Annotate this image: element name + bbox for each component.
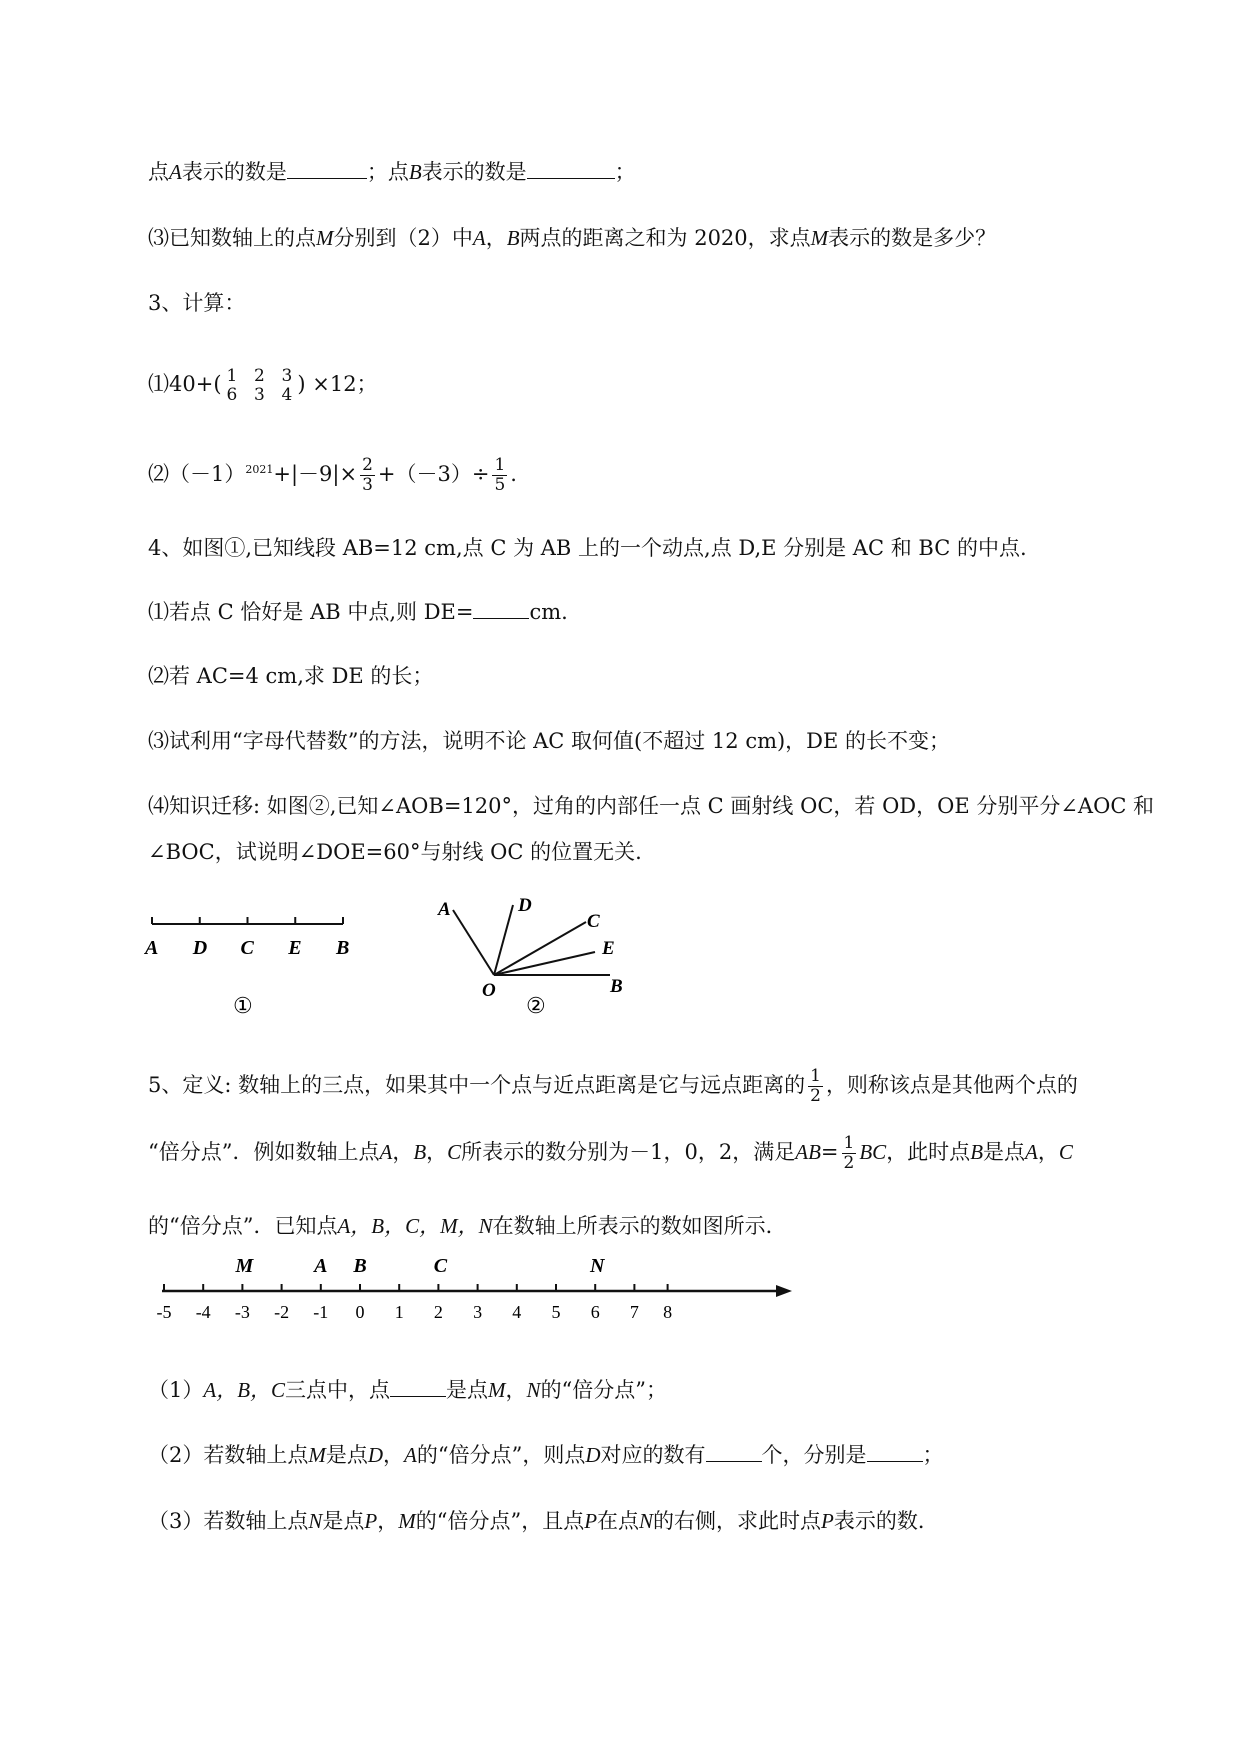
denominator: 5 <box>494 475 506 495</box>
text: 表示的数是多少？ <box>828 226 997 250</box>
text: ， <box>377 1509 399 1533</box>
denominator: 2 <box>843 1153 855 1173</box>
question-3-title: 3、计算： <box>148 291 246 315</box>
ray-oc <box>494 922 586 975</box>
numerator: 1 <box>810 1066 821 1086</box>
var-c: C <box>447 1140 462 1164</box>
number-line <box>140 1250 820 1332</box>
denominator: 4 <box>281 384 293 405</box>
text: . <box>510 462 517 486</box>
tick-label--3: -3 <box>234 1302 250 1322</box>
figure-2-caption: ② <box>526 993 546 1018</box>
var-bc: BC <box>859 1140 887 1164</box>
label-d: D <box>192 937 208 959</box>
question-3-part-2 <box>148 448 517 496</box>
var-b: B <box>970 1140 984 1164</box>
text: （1） <box>148 1378 204 1402</box>
text: ， <box>383 1443 405 1467</box>
tick-label-1: 1 <box>394 1302 404 1322</box>
answer-blank-de[interactable] <box>473 600 529 619</box>
fraction <box>280 367 295 405</box>
text: 三点中，点 <box>285 1378 391 1402</box>
tick-label--2: -2 <box>274 1302 290 1322</box>
var-a: A <box>472 226 486 250</box>
text: 5、定义: 数轴上的三点，如果其中一个点与近点距离是它与远点距离的 <box>148 1073 806 1097</box>
question-5-line-3 <box>148 1212 787 1240</box>
var-m: M <box>488 1378 506 1402</box>
text: “倍分点”．例如数轴上点 <box>148 1140 380 1164</box>
var-m: M <box>398 1509 416 1533</box>
var-d: D <box>585 1443 601 1467</box>
question-4-part-4-line-2: ∠BOC，试说明∠DOE=60°与射线 OC 的位置无关. <box>148 840 642 864</box>
question-4-part-3: ⑶试利用“字母代替数”的方法，说明不论 AC 取何值(不超过 12 cm)，DE 的长不变； <box>148 729 951 753</box>
text: ⑴若点 C 恰好是 AB 中点,则 DE= <box>148 600 474 624</box>
answer-blank-b[interactable] <box>527 160 615 179</box>
text: 对应的数有 <box>600 1443 706 1467</box>
var-p: P <box>821 1509 834 1533</box>
text: 所表示的数分别为－1，0，2，满足 <box>461 1140 796 1164</box>
fraction <box>252 367 267 405</box>
tick-label-7: 7 <box>629 1302 639 1322</box>
tick-label-0: 0 <box>355 1302 365 1322</box>
question-5-line-2 <box>148 1130 1073 1174</box>
var-n: N <box>308 1509 323 1533</box>
numerator: 2 <box>362 455 373 475</box>
text: = <box>820 1140 839 1164</box>
exponent: 2021 <box>245 463 274 476</box>
figure-2-angle <box>428 892 648 1027</box>
vars: A，B，C <box>203 1378 286 1402</box>
answer-blank-point[interactable] <box>390 1378 446 1397</box>
tick-label-3: 3 <box>473 1302 483 1322</box>
fraction <box>360 456 375 495</box>
denominator: 3 <box>362 475 373 495</box>
text: ， <box>1037 1140 1059 1164</box>
denominator: 6 <box>226 384 238 405</box>
text: 是点 <box>322 1509 365 1533</box>
var-ab: AB <box>795 1140 821 1164</box>
question-5-line-1 <box>148 1063 1078 1107</box>
text: ； <box>922 1443 944 1467</box>
text: +（－3）÷ <box>377 462 490 486</box>
var-n: N <box>639 1509 654 1533</box>
text: 的“倍分点”，且点 <box>415 1509 585 1533</box>
numerator: 2 <box>254 365 265 386</box>
question-5-part-1 <box>148 1376 667 1404</box>
answer-blank-a[interactable] <box>287 160 367 179</box>
question-3-part-1 <box>148 362 378 406</box>
text: 表示的数． <box>833 1509 939 1533</box>
text: （3）若数轴上点 <box>148 1509 309 1533</box>
numerator: 3 <box>281 365 293 386</box>
var-b: B <box>506 226 520 250</box>
label-d: D <box>518 895 532 916</box>
point-label-n: N <box>589 1255 605 1277</box>
question-4-part-4-line-1: ⑷知识迁移: 如图②,已知∠AOB=120°，过角的内部任一点 C 画射线 OC，若 OD，OE 分别平分∠AOC 和 <box>148 794 1155 818</box>
var-a: A <box>379 1140 393 1164</box>
point-label-m: M <box>235 1255 254 1277</box>
var-n: N <box>526 1378 541 1402</box>
var-a: A <box>169 160 182 184</box>
point-label-c: C <box>433 1255 448 1277</box>
text: 表示的数是 <box>421 160 527 184</box>
numerator: 1 <box>843 1133 855 1153</box>
text: ；点 <box>366 160 409 184</box>
text: +|－9|× <box>273 462 358 486</box>
text: 的“倍分点”； <box>540 1378 668 1402</box>
text: ， <box>485 226 507 250</box>
var-c: C <box>1058 1140 1073 1164</box>
text: 是点 <box>983 1140 1026 1164</box>
text: 是点 <box>446 1378 489 1402</box>
text: 的右侧，求此时点 <box>653 1509 822 1533</box>
text: 两点的距离之和为 2020，求点 <box>519 226 811 250</box>
ray-oe <box>494 952 595 975</box>
label-c: C <box>587 911 600 932</box>
arrow-head-icon <box>776 1285 792 1297</box>
question-2-answer-line <box>148 158 636 186</box>
ray-od <box>494 905 513 975</box>
text: ， <box>392 1140 414 1164</box>
vars: A，B，C，M，N <box>337 1214 493 1238</box>
numerator: 1 <box>226 365 238 386</box>
text: ⑵（－1） <box>148 462 246 486</box>
text: ， <box>426 1140 448 1164</box>
question-4-title: 4、如图①,已知线段 AB=12 cm,点 C 为 AB 上的一个动点,点 D,E 分别是 AC 和 BC 的中点. <box>148 536 1027 560</box>
question-5-part-3 <box>148 1507 939 1535</box>
tick-label-8: 8 <box>663 1302 673 1322</box>
text: 个，分别是 <box>761 1443 867 1467</box>
tick-label-6: 6 <box>590 1302 600 1322</box>
fraction <box>842 1134 857 1173</box>
point-label-b: B <box>353 1255 367 1277</box>
text: ，则称该点是其他两个点的 <box>825 1073 1078 1097</box>
text: 在点 <box>597 1509 640 1533</box>
label-a: A <box>145 937 159 959</box>
text: 分别到（2）中 <box>333 226 473 250</box>
text: 在数轴上所表示的数如图所示． <box>492 1214 787 1238</box>
text: ⑶已知数轴上的点 <box>148 226 316 250</box>
text: ； <box>614 160 636 184</box>
fraction <box>492 456 507 495</box>
tick-label-2: 2 <box>433 1302 443 1322</box>
ray-oa <box>453 910 494 975</box>
text: ) ×12； <box>297 372 378 396</box>
label-a: A <box>438 899 451 920</box>
answer-blank-values[interactable] <box>867 1443 923 1462</box>
label-o: O <box>482 980 496 1001</box>
var-m: M <box>810 226 829 250</box>
var-a: A <box>1025 1140 1038 1164</box>
denominator: 2 <box>810 1086 821 1106</box>
var-b: B <box>408 160 422 184</box>
figure-1-caption: ① <box>233 993 253 1018</box>
text: （2）若数轴上点 <box>148 1443 309 1467</box>
fraction <box>225 367 240 405</box>
text: 的“倍分点”，则点 <box>416 1443 586 1467</box>
text: 的“倍分点”．已知点 <box>148 1214 338 1238</box>
numerator: 1 <box>494 455 506 475</box>
var-b: B <box>413 1140 427 1164</box>
question-5-part-2 <box>148 1441 944 1469</box>
tick-label-4: 4 <box>512 1302 522 1322</box>
tick-label--1: -1 <box>313 1302 329 1322</box>
label-b: B <box>610 976 623 997</box>
answer-blank-count[interactable] <box>706 1443 762 1462</box>
fraction <box>808 1067 823 1106</box>
text: ，此时点 <box>886 1140 971 1164</box>
label-c: C <box>240 937 254 959</box>
denominator: 3 <box>254 384 265 405</box>
text: 点 <box>148 160 169 184</box>
tick-label--4: -4 <box>195 1302 211 1322</box>
question-2-part-3 <box>148 224 996 252</box>
label-b: B <box>336 937 350 959</box>
point-label-a: A <box>314 1255 328 1277</box>
figure-1-segment <box>140 912 360 1022</box>
question-4-part-2: ⑵若 AC=4 cm,求 DE 的长； <box>148 664 434 688</box>
text: 表示的数是 <box>181 160 287 184</box>
question-4-part-1 <box>148 598 568 626</box>
var-m: M <box>308 1443 326 1467</box>
var-p: P <box>364 1509 378 1533</box>
tick-label-5: 5 <box>551 1302 561 1322</box>
text: cm. <box>529 600 568 624</box>
label-e: E <box>288 937 302 959</box>
var-m: M <box>316 226 334 250</box>
text: ⑴40+( <box>148 372 222 396</box>
text: ， <box>505 1378 527 1402</box>
var-p: P <box>584 1509 598 1533</box>
label-e: E <box>602 938 615 959</box>
var-a: A <box>404 1443 417 1467</box>
var-d: D <box>367 1443 384 1467</box>
tick-label--5: -5 <box>156 1302 172 1322</box>
text: 是点 <box>325 1443 368 1467</box>
